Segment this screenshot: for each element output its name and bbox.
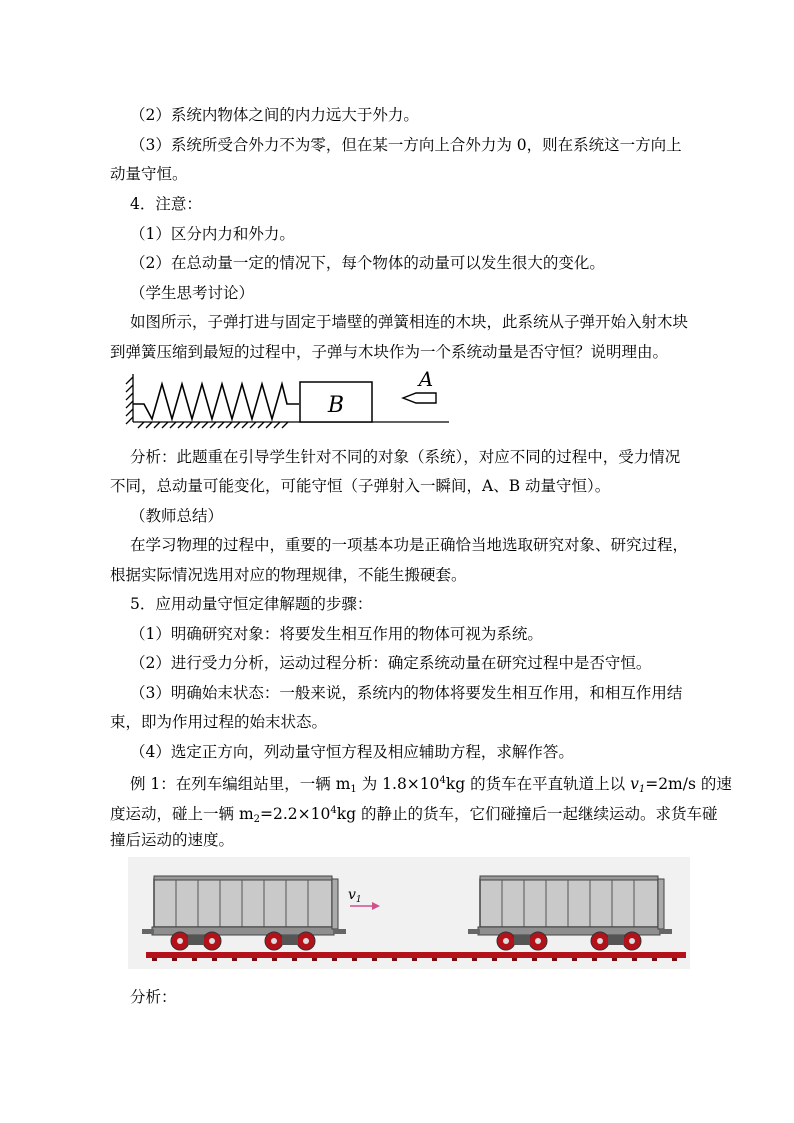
spring-block-figure (124, 364, 454, 430)
text-line: 如图所示，子弹打进与固定于墙壁的弹簧相连的木块，此系统从子弹开始入射木块 (130, 313, 689, 331)
freight-cars-figure (128, 857, 690, 969)
example-line: 度运动，碰上一辆 $m_2=2.2\times 10^4kg$ 的静止的货车，它们碰撞后一起继续运动。求货车碰 (110, 805, 718, 825)
text-line: （3）明确始末状态：一般来说，系统内的物体将要发生相互作用，和相互作用结 (130, 684, 683, 702)
section-heading: 5．应用动量守恒定律解题的步骤： (130, 595, 373, 613)
bullet-a-label: A (418, 367, 434, 391)
wall (126, 374, 449, 428)
text-line: 束，即为作用过程的始末状态。 (110, 713, 328, 731)
text-line: （2）在总动量一定的情况下，每个物体的动量可以发生很大的变化。 (130, 254, 605, 272)
text-line: （1）明确研究对象：将要发生相互作用的物体可视为系统。 (130, 625, 543, 643)
spring (133, 384, 299, 419)
velocity-label: $v_1$ (348, 887, 362, 905)
text-line: 动量守恒。 (110, 165, 188, 183)
text-line: （4）选定正方向，列动量守恒方程及相应辅助方程，求解作答。 (130, 743, 574, 761)
text-line: （1）区分内力和外力。 (130, 225, 295, 243)
text-line: 分析：此题重在引导学生针对不同的对象（系统），对应不同的过程中，受力情况 (130, 448, 681, 466)
text-line: 不同，总动量可能变化，可能守恒（子弹射入一瞬间，A、B 动量守恒）。 (110, 477, 611, 495)
text-line: 根据实际情况选用对应的物理规律，不能生搬硬套。 (110, 566, 467, 584)
section-heading: 4．注意： (130, 195, 202, 213)
text-line: （教师总结） (130, 507, 224, 525)
bullet-a (403, 393, 436, 403)
text-line: （2）系统内物体之间的内力远大于外力。 (130, 106, 419, 124)
example-line: 例 1：在列车编组站里，一辆 $m_1$ 为 $1.8\times 10^4kg$ 的货车在平直轨道上以 $v_1=2m/s$ 的速 (130, 775, 732, 795)
text-line: 在学习物理的过程中，重要的一项基本功是正确恰当地选取研究对象、研究过程， (130, 536, 689, 554)
text-line: 到弹簧压缩到最短的过程中，子弹与木块作为一个系统动量是否守恒？说明理由。 (110, 343, 669, 361)
block-b-label: B (327, 393, 345, 418)
rail (146, 952, 686, 958)
text-line: （3）系统所受合外力不为零，但在某一方向上合外力为 0，则在系统这一方向上 (130, 136, 682, 154)
text-line: 分析： (130, 988, 177, 1006)
text-line: （2）进行受力分析，运动过程分析：确定系统动量在研究过程中是否守恒。 (130, 654, 652, 672)
text-line: （学生思考讨论） (130, 284, 255, 302)
text-line: 撞后运动的速度。 (110, 831, 235, 849)
